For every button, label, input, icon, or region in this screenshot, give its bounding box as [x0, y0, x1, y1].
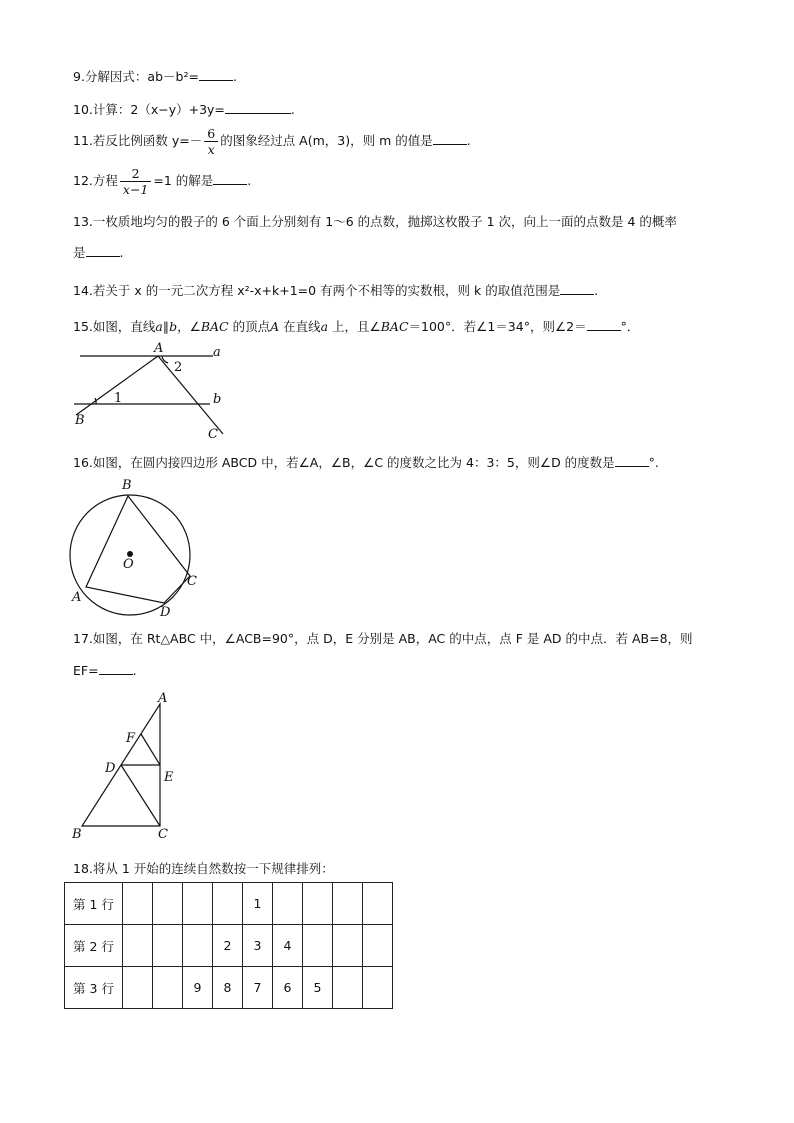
question-15 — [73, 316, 639, 337]
table-cell — [273, 883, 303, 925]
question-17-line-2 — [73, 660, 137, 681]
q11-pre: 11.若反比例函数 y=－ — [73, 133, 203, 148]
angle-bac-label: BAC — [200, 319, 229, 334]
question-18 — [73, 859, 334, 879]
answer-blank[interactable] — [213, 170, 247, 185]
question-9 — [73, 66, 237, 87]
answer-blank[interactable] — [433, 130, 467, 145]
q14-text: 14.若关于 x 的一元二次方程 x²-x+k+1=0 有两个不相等的实数根，则 k 的取值范围是 — [73, 283, 561, 298]
q10-end: . — [290, 102, 295, 117]
table-cell: 6 — [273, 967, 303, 1009]
table-cell: 4 — [273, 925, 303, 967]
q18-text: 18.将从 1 开始的连续自然数按一下规律排列： — [73, 861, 334, 876]
point-d-label: D — [105, 761, 116, 776]
q12-pre: 12.方程 — [73, 173, 118, 188]
line-a-label: a — [155, 319, 163, 334]
table-cell — [183, 925, 213, 967]
table-cell: 1 — [243, 883, 273, 925]
q15-figure — [68, 340, 238, 442]
table-cell — [333, 967, 363, 1009]
question-16 — [73, 452, 659, 473]
answer-blank[interactable] — [560, 280, 594, 295]
question-13-line-1 — [73, 212, 677, 232]
table-cell — [183, 883, 213, 925]
question-14 — [73, 280, 598, 301]
q12-post: =1 的解是 — [153, 173, 214, 188]
table-row — [65, 967, 393, 1009]
table-cell: 7 — [243, 967, 273, 1009]
table-cell: 2 — [213, 925, 243, 967]
point-c-label: C — [187, 574, 197, 589]
table-cell: 3 — [243, 925, 273, 967]
q11-end: . — [466, 133, 471, 148]
q17-end: . — [132, 663, 137, 678]
q15-text: ＝100°．若∠1＝34°，则∠2＝ — [408, 319, 587, 334]
question-17-line-1 — [73, 629, 693, 649]
answer-blank[interactable] — [99, 660, 133, 675]
table-cell — [153, 925, 183, 967]
q13-end: . — [119, 245, 124, 260]
fraction-numerator: 6 — [204, 126, 218, 142]
q15-end: °． — [620, 319, 640, 334]
table-cell — [303, 925, 333, 967]
q15-text: 15.如图，直线 — [73, 319, 156, 334]
q16-end: °. — [648, 455, 659, 470]
answer-blank[interactable] — [615, 452, 649, 467]
table-cell — [333, 883, 363, 925]
table-row — [65, 925, 393, 967]
segment-fe — [141, 734, 160, 765]
point-a-label: A — [270, 319, 280, 334]
q16-text: 16.如图，在圆内接四边形 ABCD 中，若∠A，∠B，∠C 的度数之比为 4：3：5，则∠D 的度数是 — [73, 455, 615, 470]
point-d-label: D — [160, 605, 171, 620]
segment-dc — [121, 765, 160, 826]
table-cell: 9 — [183, 967, 213, 1009]
fraction — [120, 166, 151, 197]
q14-end: . — [594, 283, 599, 298]
angle-1-label: 1 — [114, 391, 123, 406]
point-a-label: A — [154, 341, 164, 356]
angle-2-label: 2 — [174, 360, 183, 375]
q11-post: 的图象经过点 A(m，3)，则 m 的值是 — [220, 133, 433, 148]
q17-line2: EF= — [73, 663, 99, 678]
number-arrangement-table — [64, 882, 393, 1009]
q15-text: ，∠ — [177, 319, 201, 334]
table-cell: 8 — [213, 967, 243, 1009]
parallel-symbol: ∥ — [162, 319, 170, 334]
q15-text: 在直线 — [279, 319, 321, 334]
table-cell — [213, 883, 243, 925]
question-12 — [73, 166, 251, 197]
q12-end: . — [247, 173, 252, 188]
question-11 — [73, 126, 471, 157]
answer-blank[interactable] — [86, 242, 120, 257]
q13-line2: 是 — [73, 245, 86, 260]
table-cell — [363, 925, 393, 967]
table-cell — [123, 967, 153, 1009]
answer-blank[interactable] — [587, 316, 621, 331]
line-b-label: b — [213, 392, 222, 407]
q15-text: 上，且∠ — [328, 319, 381, 334]
center-o-label: O — [123, 557, 134, 572]
point-f-label: F — [126, 731, 136, 746]
point-e-label: E — [164, 770, 174, 785]
table-cell — [363, 883, 393, 925]
table-cell — [123, 883, 153, 925]
question-13-line-2 — [73, 242, 124, 263]
line-b-label: b — [169, 319, 178, 334]
fraction-denominator: x — [207, 142, 215, 157]
table-cell — [153, 883, 183, 925]
table-cell — [123, 925, 153, 967]
table-row — [65, 883, 393, 925]
point-b-label: B — [122, 478, 132, 493]
table-cell — [333, 925, 363, 967]
q16-figure — [66, 475, 206, 620]
line-a-label: a — [213, 345, 221, 360]
answer-blank[interactable] — [225, 99, 291, 114]
table-cell — [363, 967, 393, 1009]
point-a-label: A — [72, 590, 82, 605]
table-cell: 5 — [303, 967, 333, 1009]
q9-text: 9.分解因式：ab－b²= — [73, 69, 199, 84]
table-cell — [153, 967, 183, 1009]
row-label: 第 1 行 — [65, 883, 123, 925]
line-a-label: a — [320, 319, 329, 334]
answer-blank[interactable] — [199, 66, 233, 81]
point-b-label: B — [75, 413, 85, 428]
point-b-label: B — [72, 827, 82, 842]
q13-line1: 13.一枚质地均匀的骰子的 6 个面上分别刻有 1～6 的点数，抛掷这枚骰子 1 次，向上一面的点数是 4 的概率 — [73, 214, 677, 229]
q17-line1: 17.如图，在 Rt△ABC 中，∠ACB=90°，点 D，E 分别是 AB，AC 的中点，点 F 是 AD 的中点．若 AB=8，则 — [73, 631, 693, 646]
point-a-label: A — [158, 691, 168, 706]
q17-figure — [66, 690, 186, 842]
q9-end: . — [232, 69, 237, 84]
fraction — [204, 126, 218, 157]
row-label: 第 3 行 — [65, 967, 123, 1009]
table-cell — [303, 883, 333, 925]
angle-bac-label: BAC — [380, 319, 409, 334]
point-c-label: C — [208, 427, 218, 442]
segment-ab — [76, 356, 158, 415]
q10-text: 10.计算：2（x−y）+3y= — [73, 102, 225, 117]
fraction-denominator: x−1 — [122, 182, 149, 197]
fraction-numerator: 2 — [120, 166, 151, 182]
quadrilateral-abcd — [86, 496, 190, 603]
row-label: 第 2 行 — [65, 925, 123, 967]
point-c-label: C — [158, 827, 168, 842]
q15-text: 的顶点 — [228, 319, 271, 334]
question-10 — [73, 99, 295, 120]
